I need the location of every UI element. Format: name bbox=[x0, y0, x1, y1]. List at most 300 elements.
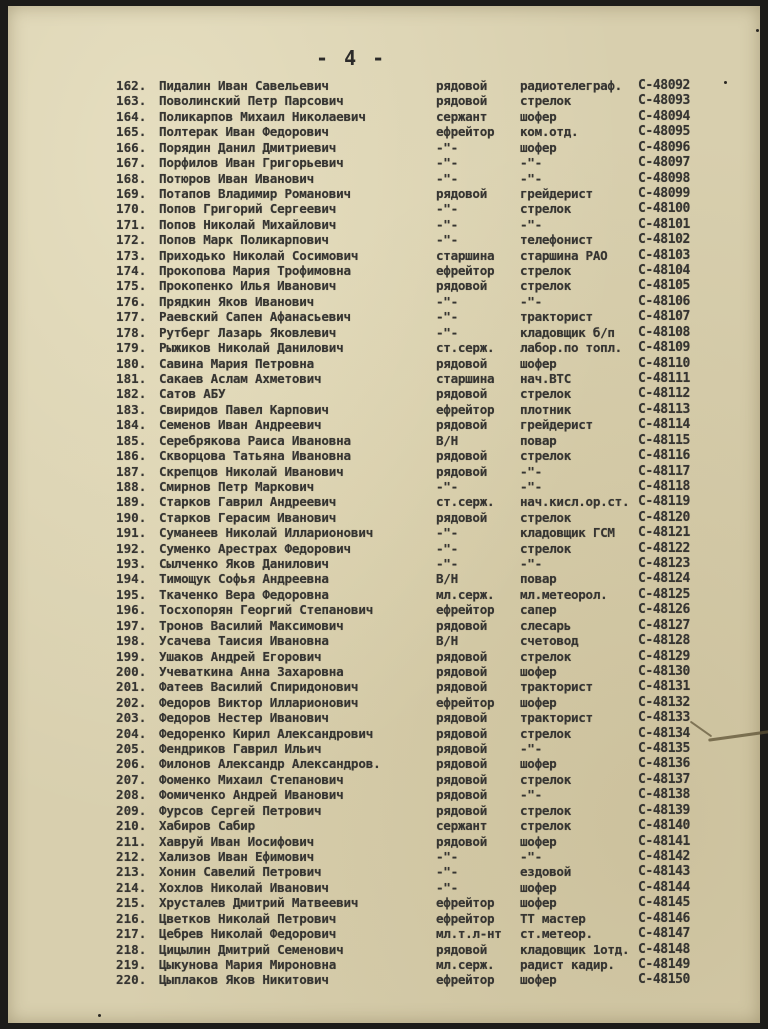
row-code: С-48118 bbox=[638, 478, 690, 494]
row-role: стрелок bbox=[520, 818, 571, 834]
row-rank: рядовой bbox=[436, 725, 487, 741]
row-num: 208. bbox=[116, 787, 147, 803]
row-role: -"- bbox=[520, 787, 542, 803]
row-code: С-48126 bbox=[638, 602, 690, 618]
row-name: Хрусталев Дмитрий Матвеевич bbox=[159, 895, 359, 911]
row-code: С-48133 bbox=[638, 710, 690, 726]
row-num: 215. bbox=[116, 895, 147, 911]
row-name: Сатов АБУ bbox=[159, 386, 226, 402]
row-rank: рядовой bbox=[436, 833, 487, 849]
row-num: 193. bbox=[116, 556, 147, 572]
list-row bbox=[8, 849, 760, 864]
list-row bbox=[8, 248, 760, 263]
row-role: стрелок bbox=[520, 771, 571, 787]
list-row bbox=[8, 109, 760, 124]
row-code: С-48106 bbox=[638, 293, 690, 309]
row-role: шофер bbox=[520, 694, 557, 710]
row-num: 189. bbox=[116, 494, 147, 510]
row-num: 183. bbox=[116, 401, 147, 417]
list-row bbox=[8, 93, 760, 108]
row-code: С-48102 bbox=[638, 232, 690, 248]
row-name: Приходько Николай Сосимович bbox=[159, 247, 359, 263]
row-rank: рядовой bbox=[436, 679, 487, 695]
row-role: мл.метеорол. bbox=[520, 586, 608, 602]
row-num: 170. bbox=[116, 201, 147, 217]
row-name: Суменко Арестрах Федорович bbox=[159, 540, 351, 556]
row-num: 219. bbox=[116, 956, 147, 972]
row-role: кладовщик ГСМ bbox=[520, 525, 615, 541]
list-row bbox=[8, 217, 760, 232]
row-code: С-48107 bbox=[638, 309, 690, 325]
row-code: С-48147 bbox=[638, 926, 690, 942]
row-num: 179. bbox=[116, 340, 147, 356]
row-role: шофер bbox=[520, 663, 557, 679]
row-rank: -"- bbox=[436, 864, 458, 880]
row-name: Тронов Василий Максимович bbox=[159, 617, 344, 633]
row-role: стрелок bbox=[520, 201, 571, 217]
list-row bbox=[8, 803, 760, 818]
row-code: С-48136 bbox=[638, 756, 690, 772]
row-name: Пидалин Иван Савельевич bbox=[159, 78, 329, 93]
row-name: Свиридов Павел Карпович bbox=[159, 401, 329, 417]
row-role: повар bbox=[520, 432, 557, 448]
list-row bbox=[8, 972, 760, 987]
row-num: 197. bbox=[116, 617, 147, 633]
row-code: С-48093 bbox=[638, 93, 690, 109]
row-code: С-48148 bbox=[638, 941, 690, 957]
row-code: С-48128 bbox=[638, 633, 690, 649]
row-role: нач.ВТС bbox=[520, 370, 571, 386]
row-name: Сакаев Аслам Ахметович bbox=[159, 370, 322, 386]
list-row bbox=[8, 772, 760, 787]
row-role: повар bbox=[520, 571, 557, 587]
row-num: 186. bbox=[116, 448, 147, 464]
row-role: телефонист bbox=[520, 232, 593, 248]
row-rank: рядовой bbox=[436, 741, 487, 757]
row-role: слесарь bbox=[520, 617, 571, 633]
row-name: Тосхопорян Георгий Степанович bbox=[159, 602, 374, 618]
row-rank: рядовой bbox=[436, 417, 487, 433]
row-name: Потюров Иван Иванович bbox=[159, 170, 315, 186]
list-row bbox=[8, 756, 760, 771]
row-role: стрелок bbox=[520, 802, 571, 818]
list-row bbox=[8, 541, 760, 556]
row-num: 192. bbox=[116, 540, 147, 556]
row-name: Цицылин Дмитрий Семенович bbox=[159, 941, 344, 957]
list-row bbox=[8, 741, 760, 756]
list-row bbox=[8, 510, 760, 525]
row-code: С-48112 bbox=[638, 386, 690, 402]
row-num: 201. bbox=[116, 679, 147, 695]
row-code: С-48115 bbox=[638, 432, 690, 448]
row-name: Федоров Виктор Илларионович bbox=[159, 694, 359, 710]
row-code: С-48131 bbox=[638, 679, 690, 695]
row-rank: -"- bbox=[436, 540, 458, 556]
row-rank: мл.серж. bbox=[436, 586, 495, 602]
row-code: С-48149 bbox=[638, 956, 690, 972]
list-row bbox=[8, 479, 760, 494]
list-row bbox=[8, 726, 760, 741]
list-row bbox=[8, 695, 760, 710]
row-code: С-48119 bbox=[638, 494, 690, 510]
row-num: 180. bbox=[116, 355, 147, 371]
row-rank: старшина bbox=[436, 370, 495, 386]
row-role: -"- bbox=[520, 478, 542, 494]
list-row bbox=[8, 587, 760, 602]
row-num: 205. bbox=[116, 741, 147, 757]
row-name: Поволинский Петр Парсович bbox=[159, 93, 344, 109]
row-role: радист кадир. bbox=[520, 956, 615, 972]
row-rank: -"- bbox=[436, 324, 458, 340]
row-role: ТТ мастер bbox=[520, 910, 586, 926]
row-code: С-48146 bbox=[638, 910, 690, 926]
row-num: 211. bbox=[116, 833, 147, 849]
row-name: Цыкунова Мария Мироновна bbox=[159, 956, 337, 972]
row-role: счетовод bbox=[520, 633, 579, 649]
list-row bbox=[8, 155, 760, 170]
row-name: Хавруй Иван Иосифович bbox=[159, 833, 315, 849]
row-rank: рядовой bbox=[436, 355, 487, 371]
row-role: нач.кисл.ор.ст. bbox=[520, 494, 630, 510]
list-row bbox=[8, 325, 760, 340]
list-row bbox=[8, 895, 760, 910]
list-row bbox=[8, 356, 760, 371]
list-row bbox=[8, 880, 760, 895]
row-num: 187. bbox=[116, 463, 147, 479]
row-rank: рядовой bbox=[436, 617, 487, 633]
row-num: 177. bbox=[116, 309, 147, 325]
row-code: С-48117 bbox=[638, 463, 690, 479]
list-row bbox=[8, 417, 760, 432]
row-num: 202. bbox=[116, 694, 147, 710]
row-name: Поликарпов Михаил Николаевич bbox=[159, 108, 366, 124]
row-rank: ефрейтор bbox=[436, 602, 495, 618]
row-rank: рядовой bbox=[436, 185, 487, 201]
row-name: Скворцова Татьяна Ивановна bbox=[159, 448, 351, 464]
row-role: плотник bbox=[520, 401, 571, 417]
list-row bbox=[8, 309, 760, 324]
row-code: С-48140 bbox=[638, 818, 690, 834]
row-num: 195. bbox=[116, 586, 147, 602]
row-num: 171. bbox=[116, 216, 147, 232]
row-name: Скрепцов Николай Иванович bbox=[159, 463, 344, 479]
row-rank: -"- bbox=[436, 139, 458, 155]
row-name: Попов Николай Михайлович bbox=[159, 216, 337, 232]
row-code: С-48121 bbox=[638, 525, 690, 541]
row-role: стрелок bbox=[520, 278, 571, 294]
row-rank: В/Н bbox=[436, 571, 458, 587]
row-rank: ефрейтор bbox=[436, 895, 495, 911]
row-num: 203. bbox=[116, 710, 147, 726]
row-num: 210. bbox=[116, 818, 147, 834]
list-row bbox=[8, 834, 760, 849]
list-row bbox=[8, 926, 760, 941]
row-code: С-48098 bbox=[638, 170, 690, 186]
row-code: С-48145 bbox=[638, 895, 690, 911]
list-row bbox=[8, 911, 760, 926]
row-num: 206. bbox=[116, 756, 147, 772]
row-num: 204. bbox=[116, 725, 147, 741]
row-role: шофер bbox=[520, 895, 557, 911]
row-name: Тимощук Софья Андреевна bbox=[159, 571, 329, 587]
list-row bbox=[8, 171, 760, 186]
row-num: 199. bbox=[116, 648, 147, 664]
row-name: Прокопенко Илья Иванович bbox=[159, 278, 337, 294]
list-row bbox=[8, 140, 760, 155]
row-code: С-48104 bbox=[638, 263, 690, 279]
row-name: Сылченко Яков Данилович bbox=[159, 556, 329, 572]
row-role: ст.метеор. bbox=[520, 926, 593, 942]
row-role: -"- bbox=[520, 293, 542, 309]
row-rank: рядовой bbox=[436, 787, 487, 803]
row-rank: -"- bbox=[436, 170, 458, 186]
row-num: 213. bbox=[116, 864, 147, 880]
document-page bbox=[8, 6, 760, 1023]
row-rank: рядовой bbox=[436, 802, 487, 818]
list-row bbox=[8, 618, 760, 633]
row-num: 173. bbox=[116, 247, 147, 263]
list-row bbox=[8, 278, 760, 293]
row-rank: -"- bbox=[436, 293, 458, 309]
row-role: стрелок bbox=[520, 386, 571, 402]
row-role: тракторист bbox=[520, 710, 593, 726]
list-row bbox=[8, 294, 760, 309]
row-name: Ткаченко Вера Федоровна bbox=[159, 586, 329, 602]
row-code: С-48095 bbox=[638, 124, 690, 140]
row-role: грейдерист bbox=[520, 185, 593, 201]
row-name: Фатеев Василий Спиридонович bbox=[159, 679, 359, 695]
row-code: С-48096 bbox=[638, 139, 690, 155]
row-rank: В/Н bbox=[436, 432, 458, 448]
row-num: 191. bbox=[116, 525, 147, 541]
row-name: Суманеев Николай Илларионович bbox=[159, 525, 374, 541]
row-code: С-48105 bbox=[638, 278, 690, 294]
row-role: ком.отд. bbox=[520, 124, 579, 140]
row-code: С-48127 bbox=[638, 617, 690, 633]
row-rank: рядовой bbox=[436, 941, 487, 957]
row-code: С-48108 bbox=[638, 324, 690, 340]
list-row bbox=[8, 787, 760, 802]
row-name: Хализов Иван Ефимович bbox=[159, 849, 315, 864]
row-code: С-48138 bbox=[638, 787, 690, 803]
row-name: Попов Григорий Сергеевич bbox=[159, 201, 337, 217]
row-name: Савина Мария Петровна bbox=[159, 355, 315, 371]
list-row bbox=[8, 433, 760, 448]
row-name: Прядкин Яков Иванович bbox=[159, 293, 315, 309]
list-row bbox=[8, 494, 760, 509]
row-num: 198. bbox=[116, 633, 147, 649]
list-row bbox=[8, 186, 760, 201]
row-code: С-48094 bbox=[638, 108, 690, 124]
row-role: -"- bbox=[520, 216, 542, 232]
row-code: С-48120 bbox=[638, 509, 690, 525]
list-row bbox=[8, 78, 760, 93]
list-row bbox=[8, 464, 760, 479]
row-name: Усачева Таисия Ивановна bbox=[159, 633, 329, 649]
row-num: 175. bbox=[116, 278, 147, 294]
row-num: 214. bbox=[116, 879, 147, 895]
row-role: тракторист bbox=[520, 309, 593, 325]
row-role: -"- bbox=[520, 155, 542, 171]
page-number: - 4 - bbox=[316, 46, 387, 70]
row-code: С-48150 bbox=[638, 972, 690, 988]
list-row bbox=[8, 818, 760, 833]
row-num: 169. bbox=[116, 185, 147, 201]
row-name: Федоренко Кирил Александрович bbox=[159, 725, 374, 741]
row-name: Цебрев Николай Федорович bbox=[159, 926, 337, 942]
row-num: 188. bbox=[116, 478, 147, 494]
row-rank: сержант bbox=[436, 108, 487, 124]
row-rank: -"- bbox=[436, 201, 458, 217]
row-name: Фомиченко Андрей Иванович bbox=[159, 787, 344, 803]
row-rank: рядовой bbox=[436, 278, 487, 294]
row-code: С-48139 bbox=[638, 802, 690, 818]
row-rank: мл.т.л-нт bbox=[436, 926, 502, 942]
list-row bbox=[8, 633, 760, 648]
row-name: Потапов Владимир Романович bbox=[159, 185, 351, 201]
row-name: Порфилов Иван Григорьевич bbox=[159, 155, 344, 171]
list-row bbox=[8, 263, 760, 278]
row-num: 181. bbox=[116, 370, 147, 386]
row-code: С-48101 bbox=[638, 216, 690, 232]
row-num: 217. bbox=[116, 926, 147, 942]
paper-speck bbox=[724, 81, 727, 84]
row-role: стрелок bbox=[520, 725, 571, 741]
row-code: С-48114 bbox=[638, 417, 690, 433]
row-code: С-48134 bbox=[638, 725, 690, 741]
row-num: 163. bbox=[116, 93, 147, 109]
paper-speck bbox=[98, 1014, 101, 1017]
row-rank: ефрейтор bbox=[436, 124, 495, 140]
list-row bbox=[8, 571, 760, 586]
row-num: 166. bbox=[116, 139, 147, 155]
list-row bbox=[8, 402, 760, 417]
row-role: стрелок bbox=[520, 540, 571, 556]
paper-speck bbox=[756, 29, 759, 32]
row-role: стрелок bbox=[520, 509, 571, 525]
row-name: Хохлов Николай Иванович bbox=[159, 879, 329, 895]
row-rank: ефрейтор bbox=[436, 972, 495, 988]
list-row bbox=[8, 942, 760, 957]
row-code: С-48103 bbox=[638, 247, 690, 263]
row-role: шофер bbox=[520, 879, 557, 895]
list-row bbox=[8, 679, 760, 694]
row-rank: ефрейтор bbox=[436, 263, 495, 279]
row-code: С-48110 bbox=[638, 355, 690, 371]
row-role: стрелок bbox=[520, 263, 571, 279]
row-role: шофер bbox=[520, 108, 557, 124]
row-rank: рядовой bbox=[436, 463, 487, 479]
row-name: Филонов Александр Александров. bbox=[159, 756, 381, 772]
row-rank: -"- bbox=[436, 216, 458, 232]
list-row bbox=[8, 525, 760, 540]
row-code: С-48109 bbox=[638, 340, 690, 356]
list-row bbox=[8, 710, 760, 725]
row-rank: ефрейтор bbox=[436, 694, 495, 710]
row-num: 168. bbox=[116, 170, 147, 186]
row-name: Рыжиков Николай Данилович bbox=[159, 340, 344, 356]
row-num: 165. bbox=[116, 124, 147, 140]
row-rank: рядовой bbox=[436, 93, 487, 109]
row-name: Учеваткина Анна Захаровна bbox=[159, 663, 344, 679]
row-name: Хонин Савелий Петрович bbox=[159, 864, 322, 880]
row-code: С-48144 bbox=[638, 879, 690, 895]
row-num: 190. bbox=[116, 509, 147, 525]
row-role: лабор.по топл. bbox=[520, 340, 622, 356]
list-row bbox=[8, 957, 760, 972]
row-code: С-48137 bbox=[638, 771, 690, 787]
row-code: С-48116 bbox=[638, 448, 690, 464]
row-name: Семенов Иван Андреевич bbox=[159, 417, 322, 433]
row-rank: -"- bbox=[436, 879, 458, 895]
row-role: грейдерист bbox=[520, 417, 593, 433]
row-num: 164. bbox=[116, 108, 147, 124]
list-row bbox=[8, 386, 760, 401]
row-name: Ушаков Андрей Егорович bbox=[159, 648, 322, 664]
list-row bbox=[8, 602, 760, 617]
row-num: 182. bbox=[116, 386, 147, 402]
row-num: 162. bbox=[116, 78, 147, 93]
row-name: Смирнов Петр Маркович bbox=[159, 478, 315, 494]
row-role: -"- bbox=[520, 741, 542, 757]
row-code: С-48129 bbox=[638, 648, 690, 664]
row-code: С-48111 bbox=[638, 370, 690, 386]
row-rank: рядовой bbox=[436, 710, 487, 726]
row-role: шофер bbox=[520, 756, 557, 772]
list-row bbox=[8, 649, 760, 664]
row-code: С-48123 bbox=[638, 556, 690, 572]
row-num: 207. bbox=[116, 771, 147, 787]
row-num: 178. bbox=[116, 324, 147, 340]
row-num: 184. bbox=[116, 417, 147, 433]
row-role: шофер bbox=[520, 139, 557, 155]
row-code: С-48132 bbox=[638, 694, 690, 710]
row-code: С-48142 bbox=[638, 849, 690, 864]
row-role: шофер bbox=[520, 972, 557, 988]
row-name: Порядин Данил Дмитриевич bbox=[159, 139, 337, 155]
row-rank: -"- bbox=[436, 309, 458, 325]
row-name: Фендриков Гаврил Ильич bbox=[159, 741, 322, 757]
row-rank: -"- bbox=[436, 849, 458, 864]
row-rank: рядовой bbox=[436, 78, 487, 93]
row-role: ездовой bbox=[520, 864, 571, 880]
row-rank: -"- bbox=[436, 525, 458, 541]
row-num: 167. bbox=[116, 155, 147, 171]
list-row bbox=[8, 448, 760, 463]
row-code: С-48113 bbox=[638, 401, 690, 417]
row-rank: мл.серж. bbox=[436, 956, 495, 972]
list-row bbox=[8, 340, 760, 355]
row-num: 209. bbox=[116, 802, 147, 818]
row-rank: ефрейтор bbox=[436, 910, 495, 926]
row-role: стрелок bbox=[520, 93, 571, 109]
row-name: Фурсов Сергей Петрович bbox=[159, 802, 322, 818]
row-name: Прокопова Мария Трофимовна bbox=[159, 263, 351, 279]
row-name: Цветков Николай Петрович bbox=[159, 910, 337, 926]
row-num: 220. bbox=[116, 972, 147, 988]
row-name: Рутберг Лазарь Яковлевич bbox=[159, 324, 337, 340]
row-rank: ст.серж. bbox=[436, 340, 495, 356]
row-code: С-48092 bbox=[638, 78, 690, 93]
row-code: С-48135 bbox=[638, 741, 690, 757]
row-rank: ст.серж. bbox=[436, 494, 495, 510]
row-role: старшина РАО bbox=[520, 247, 608, 263]
row-num: 172. bbox=[116, 232, 147, 248]
row-rank: ефрейтор bbox=[436, 401, 495, 417]
row-role: кладовщик б/п bbox=[520, 324, 615, 340]
row-rank: сержант bbox=[436, 818, 487, 834]
row-name: Цыплаков Яков Никитович bbox=[159, 972, 329, 988]
